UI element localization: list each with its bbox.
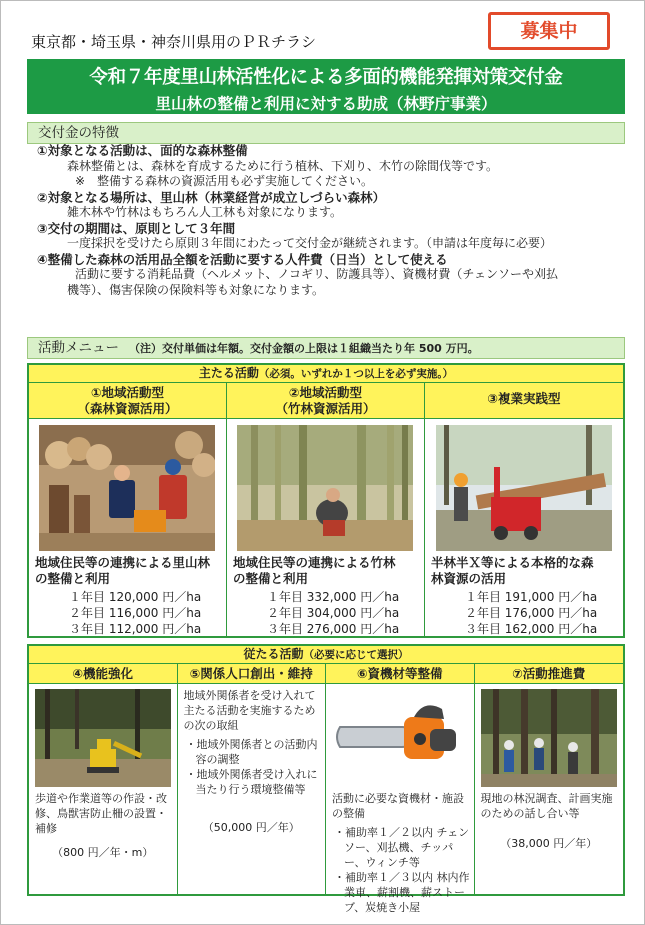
main-col-1-subtitle: （森林資源活用） [77,401,178,416]
main-col-2-desc-line1: 地域住民等の連携による竹林 [232,555,396,570]
page-subtitle: 里山林の整備と利用に対する助成（林野庁事業） [155,95,497,113]
rate-year3: ３年目 276,000 円／ha [266,622,400,636]
sub-col-5-head: ⑤関係人口創出・維持 [178,664,326,684]
main-col-3-desc-line2: 林資源の活用 [430,571,506,586]
rate-year2: ２年目 304,000 円／ha [266,606,400,620]
main-col-3-desc-line1: 半林半Ｘ等による本格的な森 [430,555,594,570]
feature-4-body: 活動に要する消耗品費（ヘルメット、ノコギリ、防護具等）、資機材費（チェンソーや刈払 [75,267,559,281]
main-col-1-desc-line2: の整備と利用 [35,571,111,586]
menu-heading [27,337,625,359]
main-col-1-desc-line1: 地域住民等の連携による里山林 [35,555,211,570]
excavator-photo [35,689,171,787]
rate-year1: １年目 191,000 円／ha [464,590,598,604]
sub-col-7-text: 現地の林況調査、計画実施のための話し合い等 [480,792,613,820]
sub-col-4-head: ④機能強化 [29,664,177,684]
main-activity-box [27,363,625,638]
feature-4-heading: ④整備した森林の活用品全額を活動に要する人件費（日当）として使える [37,251,448,267]
main-col-1-desc [29,551,226,587]
list-item: ・地域外関係者との活動内容の調整 [185,738,318,766]
feature-3-heading: ③交付の期間は、原則として３年間 [37,220,236,236]
recruiting-badge: 募集中 [488,12,610,50]
sub-col-4 [29,664,178,894]
features-heading-text: 交付金の特徴 [38,125,119,141]
title-band [27,59,625,114]
main-col-3-rates [425,589,623,637]
forest-survey-photo [481,689,617,787]
pr-tagline: 東京都・埼玉県・神奈川県用のＰＲチラシ [31,33,317,51]
main-col-3-title: ③複業実践型 [487,391,561,406]
main-activity-title-text: 主たる活動 [198,366,259,380]
main-col-1-title: ①地域活動型 [90,385,165,400]
sub-col-5-text: 地域外関係者を受け入れて主たる活動を実施するための次の取組 [183,689,316,732]
main-col-1-head [29,383,226,419]
sub-activity-title-note: （必要に応じて選択） [303,649,409,661]
list-item: ・地域外関係者受け入れに当たり行う環境整備等 [185,768,318,796]
feature-4-body-cont: 機等）、傷害保険の保険料等も対象になります。 [67,282,325,297]
feature-2-body: 雑木林や竹林はもちろん人工林も対象になります。 [67,205,343,219]
rate-year1: １年目 120,000 円／ha [69,590,202,604]
sub-col-6-text: 活動に必要な資機材・施設の整備 [332,792,464,820]
main-col-2-rates [227,589,424,637]
list-item: ・補助率１／３以内 林内作業車、薪割機、薪ストーブ、炭焼き小屋 [334,871,470,914]
main-col-1-rates [29,589,226,637]
sub-activity-title-text: 従たる活動 [243,647,304,661]
main-activity-title-note: （必須。いずれか１つ以上を必ず実施。） [258,368,454,380]
main-col-2-head [227,383,424,419]
firewood-splitting-photo [39,425,215,551]
list-item: ・補助率１／２以内 チェンソー、刈払機、チッパー、ウィンチ等 [334,826,470,869]
feature-1-body: 森林整備とは、森林を育成するために行う植林、下刈り、木竹の除間伐等です。 [67,158,499,173]
log-processing-photo [436,425,612,551]
rate-year1: １年目 332,000 円／ha [266,590,400,604]
main-col-2-subtitle: （竹林資源活用） [275,401,376,416]
main-col-2 [227,383,425,636]
sub-col-7-head: ⑦活動推進費 [475,664,624,684]
main-col-3-head [425,383,623,419]
sub-col-4-amount: （800 円／年・m） [52,846,154,859]
sub-col-5 [178,664,327,894]
sub-col-6 [326,664,475,914]
main-col-2-desc [227,551,424,587]
sub-col-7-amount: （38,000 円／年） [500,837,598,850]
main-col-2-desc-line2: の整備と利用 [232,571,308,586]
main-activity-title [29,365,623,383]
main-col-1 [29,383,227,636]
feature-2-heading: ②対象となる場所は、里山林（林業経営が成立しづらい森林） [37,189,386,205]
feature-1-note: ※ 整備する森林の資源活用も必ず実施してください。 [75,174,374,188]
sub-col-5-amount: （50,000 円／年） [202,821,300,834]
page-title: 令和７年度里山林活性化による多面的機能発揮対策交付金 [89,67,563,88]
feature-3-body: 一度採択を受けたら原則３年間にわたって交付金が継続されます。（申請は年度毎に必要） [67,236,553,250]
sub-activity-box [27,644,625,914]
feature-1-heading: ①対象となる活動は、面的な森林整備 [37,143,248,158]
rate-year2: ２年目 176,000 円／ha [464,606,598,620]
chainsaw-icon [332,689,468,787]
sub-col-4-text: 歩道や作業道等の作設・改修、鳥獣害防止柵の設置・補修 [35,792,167,835]
menu-note: （注）交付単価は年額。交付金額の上限は１組織当たり年 500 万円。 [129,342,479,355]
sub-col-5-bullets [178,733,326,797]
rate-year2: ２年目 116,000 円／ha [69,606,202,620]
rate-year3: ３年目 162,000 円／ha [464,622,598,636]
main-col-3 [425,383,623,636]
features-heading [27,122,625,144]
features-list [37,143,627,298]
main-col-3-desc [425,551,623,587]
menu-heading-text: 活動メニュー [38,340,119,356]
rate-year3: ３年目 112,000 円／ha [69,622,202,636]
sub-activity-title [29,646,623,664]
sub-col-6-head: ⑥資機材等整備 [326,664,474,684]
main-col-2-title: ②地域活動型 [288,385,363,400]
bamboo-forest-photo [237,425,413,551]
sub-col-6-bullets [326,821,474,915]
sub-col-7 [475,664,624,894]
